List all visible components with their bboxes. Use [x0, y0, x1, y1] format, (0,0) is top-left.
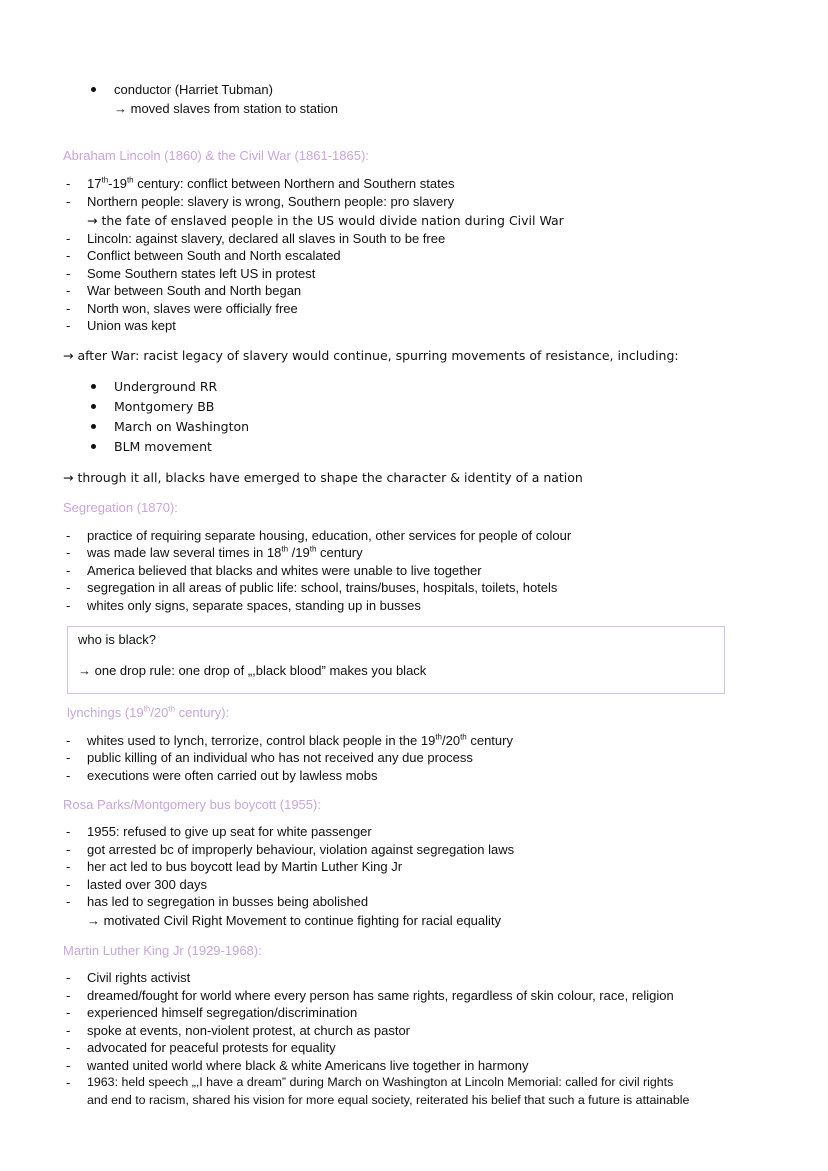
dash: - [66, 842, 71, 857]
movement-item: March on Washington [114, 419, 250, 434]
definition-box [67, 626, 725, 694]
parks-line-3: her act led to bus boycott lead by Martin Luther King Jr [87, 859, 403, 874]
lynchings-line-3: executions were often carried out by lawless mobs [87, 768, 378, 783]
parks-line-5-sub: → motivated Civil Right Movement to continue fighting for racial equality [87, 913, 502, 928]
section-heading-mlk: Martin Luther King Jr (1929-1968): [63, 943, 262, 958]
dash: - [66, 563, 71, 578]
dash: - [66, 580, 71, 595]
lincoln-line-8: Union was kept [87, 318, 176, 333]
lincoln-line-6: War between South and North began [87, 283, 302, 298]
mlk-line-7: 1963: held speech „,I have a dream” during March on Washington at Lincoln Memorial: called for civil rights [87, 1075, 674, 1089]
bullet-icon [91, 87, 96, 92]
dash: - [66, 859, 71, 874]
dash: - [66, 894, 71, 909]
mlk-line-2: dreamed/fought for world where every person has same rights, regardless of skin colour, race, religion [87, 988, 674, 1003]
mlk-line-6: wanted united world where black & white Americans live together in harmony [87, 1058, 529, 1073]
bullet-icon [91, 444, 96, 449]
dash: - [66, 598, 71, 613]
lynchings-line-1: whites used to lynch, terrorize, control black people in the 19th/20th century [87, 732, 513, 748]
movement-item: BLM movement [114, 439, 212, 454]
lincoln-line-1: 17th-19th century: conflict between Northern and Southern states [87, 175, 455, 191]
section-heading-segregation: Segregation (1870): [63, 500, 178, 515]
parks-line-2: got arrested bc of improperly behaviour, violation against segregation laws [87, 842, 515, 857]
bullet-icon [91, 424, 96, 429]
lincoln-line-7: North won, slaves were officially free [87, 301, 298, 316]
dash: - [66, 266, 71, 281]
dash: - [66, 194, 71, 209]
lincoln-after: → after War: racist legacy of slavery would continue, spurring movements of resistance, including: [63, 348, 679, 363]
dash: - [66, 733, 71, 748]
section-heading-parks: Rosa Parks/Montgomery bus boycott (1955): [63, 797, 321, 812]
dash: - [66, 318, 71, 333]
dash: - [66, 768, 71, 783]
lincoln-through: → through it all, blacks have emerged to shape the character & identity of a nation [63, 470, 583, 485]
box-answer: → one drop rule: one drop of „,black blood” makes you black [78, 663, 427, 678]
bullet-icon [91, 404, 96, 409]
parks-line-5: has led to segregation in busses being abolished [87, 894, 369, 909]
lynchings-line-2: public killing of an individual who has not received any due process [87, 750, 473, 765]
lincoln-line-2: Northern people: slavery is wrong, Southern people: pro slavery [87, 194, 455, 209]
segregation-line-2: was made law several times in 18th /19th century [87, 544, 363, 560]
lincoln-line-4: Conflict between South and North escalated [87, 248, 341, 263]
mlk-line-3: experienced himself segregation/discrimination [87, 1005, 358, 1020]
dash: - [66, 1023, 71, 1038]
dash: - [66, 1005, 71, 1020]
dash: - [66, 1058, 71, 1073]
dash: - [66, 528, 71, 543]
box-question: who is black? [78, 632, 157, 647]
segregation-line-3: America believed that blacks and whites were unable to live together [87, 563, 482, 578]
section-heading-lincoln: Abraham Lincoln (1860) & the Civil War (1861-1865): [63, 148, 369, 163]
dash: - [66, 1075, 71, 1090]
mlk-line-7-cont: and end to racism, shared his vision for more equal society, reiterated his belief that such a future is attainable [87, 1093, 690, 1107]
dash: - [66, 824, 71, 839]
dash: - [66, 248, 71, 263]
mlk-line-5: advocated for peaceful protests for equality [87, 1040, 336, 1055]
segregation-line-4: segregation in all areas of public life: school, trains/buses, hospitals, toilets, hotels [87, 580, 558, 595]
segregation-line-1: practice of requiring separate housing, education, other services for people of colour [87, 528, 572, 543]
dash: - [66, 1040, 71, 1055]
dash: - [66, 231, 71, 246]
lincoln-line-2-sub: → the fate of enslaved people in the US would divide nation during Civil War [87, 213, 564, 228]
segregation-line-5: whites only signs, separate spaces, standing up in busses [87, 598, 421, 613]
parks-line-1: 1955: refused to give up seat for white passenger [87, 824, 372, 839]
dash: - [66, 545, 71, 560]
bullet-icon [91, 384, 96, 389]
lincoln-line-5: Some Southern states left US in protest [87, 266, 316, 281]
intro-sub: → moved slaves from station to station [114, 101, 338, 116]
mlk-line-1: Civil rights activist [87, 970, 191, 985]
lincoln-line-3: Lincoln: against slavery, declared all slaves in South to be free [87, 231, 446, 246]
dash: - [66, 176, 71, 191]
mlk-line-4: spoke at events, non-violent protest, at church as pastor [87, 1023, 411, 1038]
movement-item: Montgomery BB [114, 399, 215, 414]
dash: - [66, 750, 71, 765]
section-heading-lynchings: lynchings (19th/20th century): [67, 704, 230, 720]
dash: - [66, 970, 71, 985]
dash: - [66, 877, 71, 892]
dash: - [66, 283, 71, 298]
movement-item: Underground RR [114, 379, 218, 394]
dash: - [66, 988, 71, 1003]
intro-item: conductor (Harriet Tubman) [114, 82, 273, 97]
dash: - [66, 301, 71, 316]
parks-line-4: lasted over 300 days [87, 877, 207, 892]
